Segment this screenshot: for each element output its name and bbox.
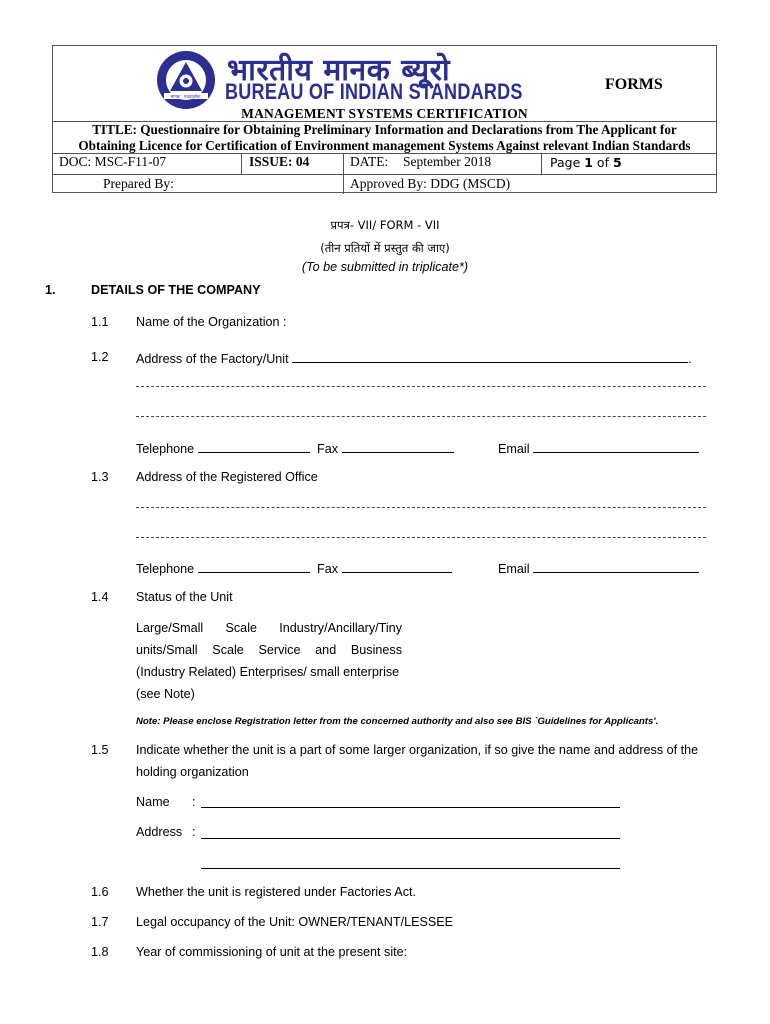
page-prefix: Page <box>550 155 585 170</box>
office-email <box>498 560 699 576</box>
factory-address-field[interactable] <box>292 350 688 363</box>
holding-name-label: Name <box>136 795 170 809</box>
item-number: 1.3 <box>91 470 109 484</box>
item-number: 1.2 <box>91 350 109 364</box>
header-divider <box>343 153 344 194</box>
factory-telephone <box>136 440 310 456</box>
organization-name-label: Name of the Organization : <box>136 315 287 329</box>
date-label: DATE: <box>350 154 389 169</box>
triplicate-note: (To be submitted in triplicate*) <box>301 260 469 274</box>
registered-office-line1[interactable] <box>136 507 706 508</box>
larger-org-question-line1: Indicate whether the unit is a part of some larger organization, if so give the name and address of the <box>136 743 699 757</box>
telephone-label: Telephone <box>136 562 195 576</box>
unit-status-line3: (Industry Related) Enterprises/ small enterprise <box>136 665 400 679</box>
office-telephone <box>136 560 310 576</box>
unit-status-label: Status of the Unit <box>136 590 233 604</box>
org-name-hindi: भारतीय मानक ब्यूरो <box>227 53 451 88</box>
section-number: 1. <box>45 283 56 297</box>
page-total: 5 <box>612 155 622 170</box>
form-subheading-hindi: (तीन प्रतियों में प्रस्तुत की जाए) <box>320 241 450 255</box>
item-number: 1.7 <box>91 915 109 929</box>
forms-label: FORMS <box>605 76 663 93</box>
factory-email <box>498 440 699 456</box>
section-title: DETAILS OF THE COMPANY <box>91 283 261 297</box>
office-email-field[interactable] <box>533 560 699 573</box>
holding-address-field-line2[interactable] <box>201 868 620 869</box>
header-divider <box>241 153 242 174</box>
holding-name-field[interactable] <box>201 807 620 808</box>
unit-status-line4: (see Note) <box>136 687 195 701</box>
commissioning-year-question: Year of commissioning of unit at the present site: <box>136 945 408 959</box>
office-fax <box>317 560 452 576</box>
issue-number: ISSUE: 04 <box>249 154 310 169</box>
registered-office-label: Address of the Registered Office <box>136 470 318 484</box>
logo-inscription: मानक : पथप्रदर्शक: <box>170 94 202 99</box>
approved-by: Approved By: DDG (MSCD) <box>350 176 511 191</box>
document-title-line1: TITLE: Questionnaire for Obtaining Preliminary Information and Declarations from The Applicant for <box>92 122 677 137</box>
factory-address-text: Address of the Factory/Unit <box>136 352 289 366</box>
org-name: BUREAU OF INDIAN STANDARDS <box>225 79 523 104</box>
factories-act-question: Whether the unit is registered under Factories Act. <box>136 885 416 899</box>
bis-logo-icon <box>155 49 217 111</box>
registration-note: Note: Please enclose Registration letter from the concerned authority and also see BIS `Guidelines for Applicants'. <box>136 716 659 727</box>
email-label: Email <box>498 562 530 576</box>
factory-address-line2[interactable] <box>136 386 706 387</box>
email-label: Email <box>498 442 530 456</box>
factory-telephone-field[interactable] <box>198 440 310 453</box>
telephone-label: Telephone <box>136 442 195 456</box>
legal-occupancy-question: Legal occupancy of the Unit: OWNER/TENANT/LESSEE <box>136 915 454 929</box>
form-heading: प्रपत्र- VII/ FORM - VII <box>330 218 440 232</box>
factory-email-field[interactable] <box>533 440 699 453</box>
prepared-by: Prepared By: <box>103 176 174 191</box>
office-fax-field[interactable] <box>342 560 452 573</box>
holding-name-colon: : <box>192 795 196 809</box>
unit-status-line2: units/Small Scale Service and Business <box>136 643 402 657</box>
header-divider <box>541 153 542 174</box>
factory-fax <box>317 440 454 456</box>
document-header <box>52 45 717 193</box>
document-title-line2: Obtaining Licence for Certification of Environment management Systems Against relevant Indian Standards <box>78 138 691 153</box>
unit-status-line1: Large/Small Scale Industry/Ancillary/Tiny <box>136 621 402 635</box>
item-number: 1.1 <box>91 315 109 329</box>
holding-address-label: Address <box>136 825 183 839</box>
item-number: 1.8 <box>91 945 109 959</box>
factory-fax-field[interactable] <box>342 440 454 453</box>
holding-address-colon: : <box>192 825 196 839</box>
holding-address-field[interactable] <box>201 838 620 839</box>
larger-org-question-line2: holding organization <box>136 765 249 779</box>
factory-address-line3[interactable] <box>136 416 706 417</box>
factory-address-end: . <box>688 352 692 366</box>
date-value: September 2018 <box>403 154 492 169</box>
doc-number: DOC: MSC-F11-07 <box>59 154 167 169</box>
fax-label: Fax <box>317 562 338 576</box>
page-indicator <box>550 155 622 170</box>
page-of: of <box>592 155 613 170</box>
office-telephone-field[interactable] <box>198 560 310 573</box>
registered-office-line2[interactable] <box>136 537 706 538</box>
item-number: 1.6 <box>91 885 109 899</box>
header-divider <box>53 174 716 175</box>
item-number: 1.5 <box>91 743 109 757</box>
page-number: 1 <box>584 155 593 170</box>
fax-label: Fax <box>317 442 338 456</box>
factory-address-label <box>136 350 692 366</box>
section-heading: MANAGEMENT SYSTEMS CERTIFICATION <box>241 106 528 121</box>
item-number: 1.4 <box>91 590 109 604</box>
